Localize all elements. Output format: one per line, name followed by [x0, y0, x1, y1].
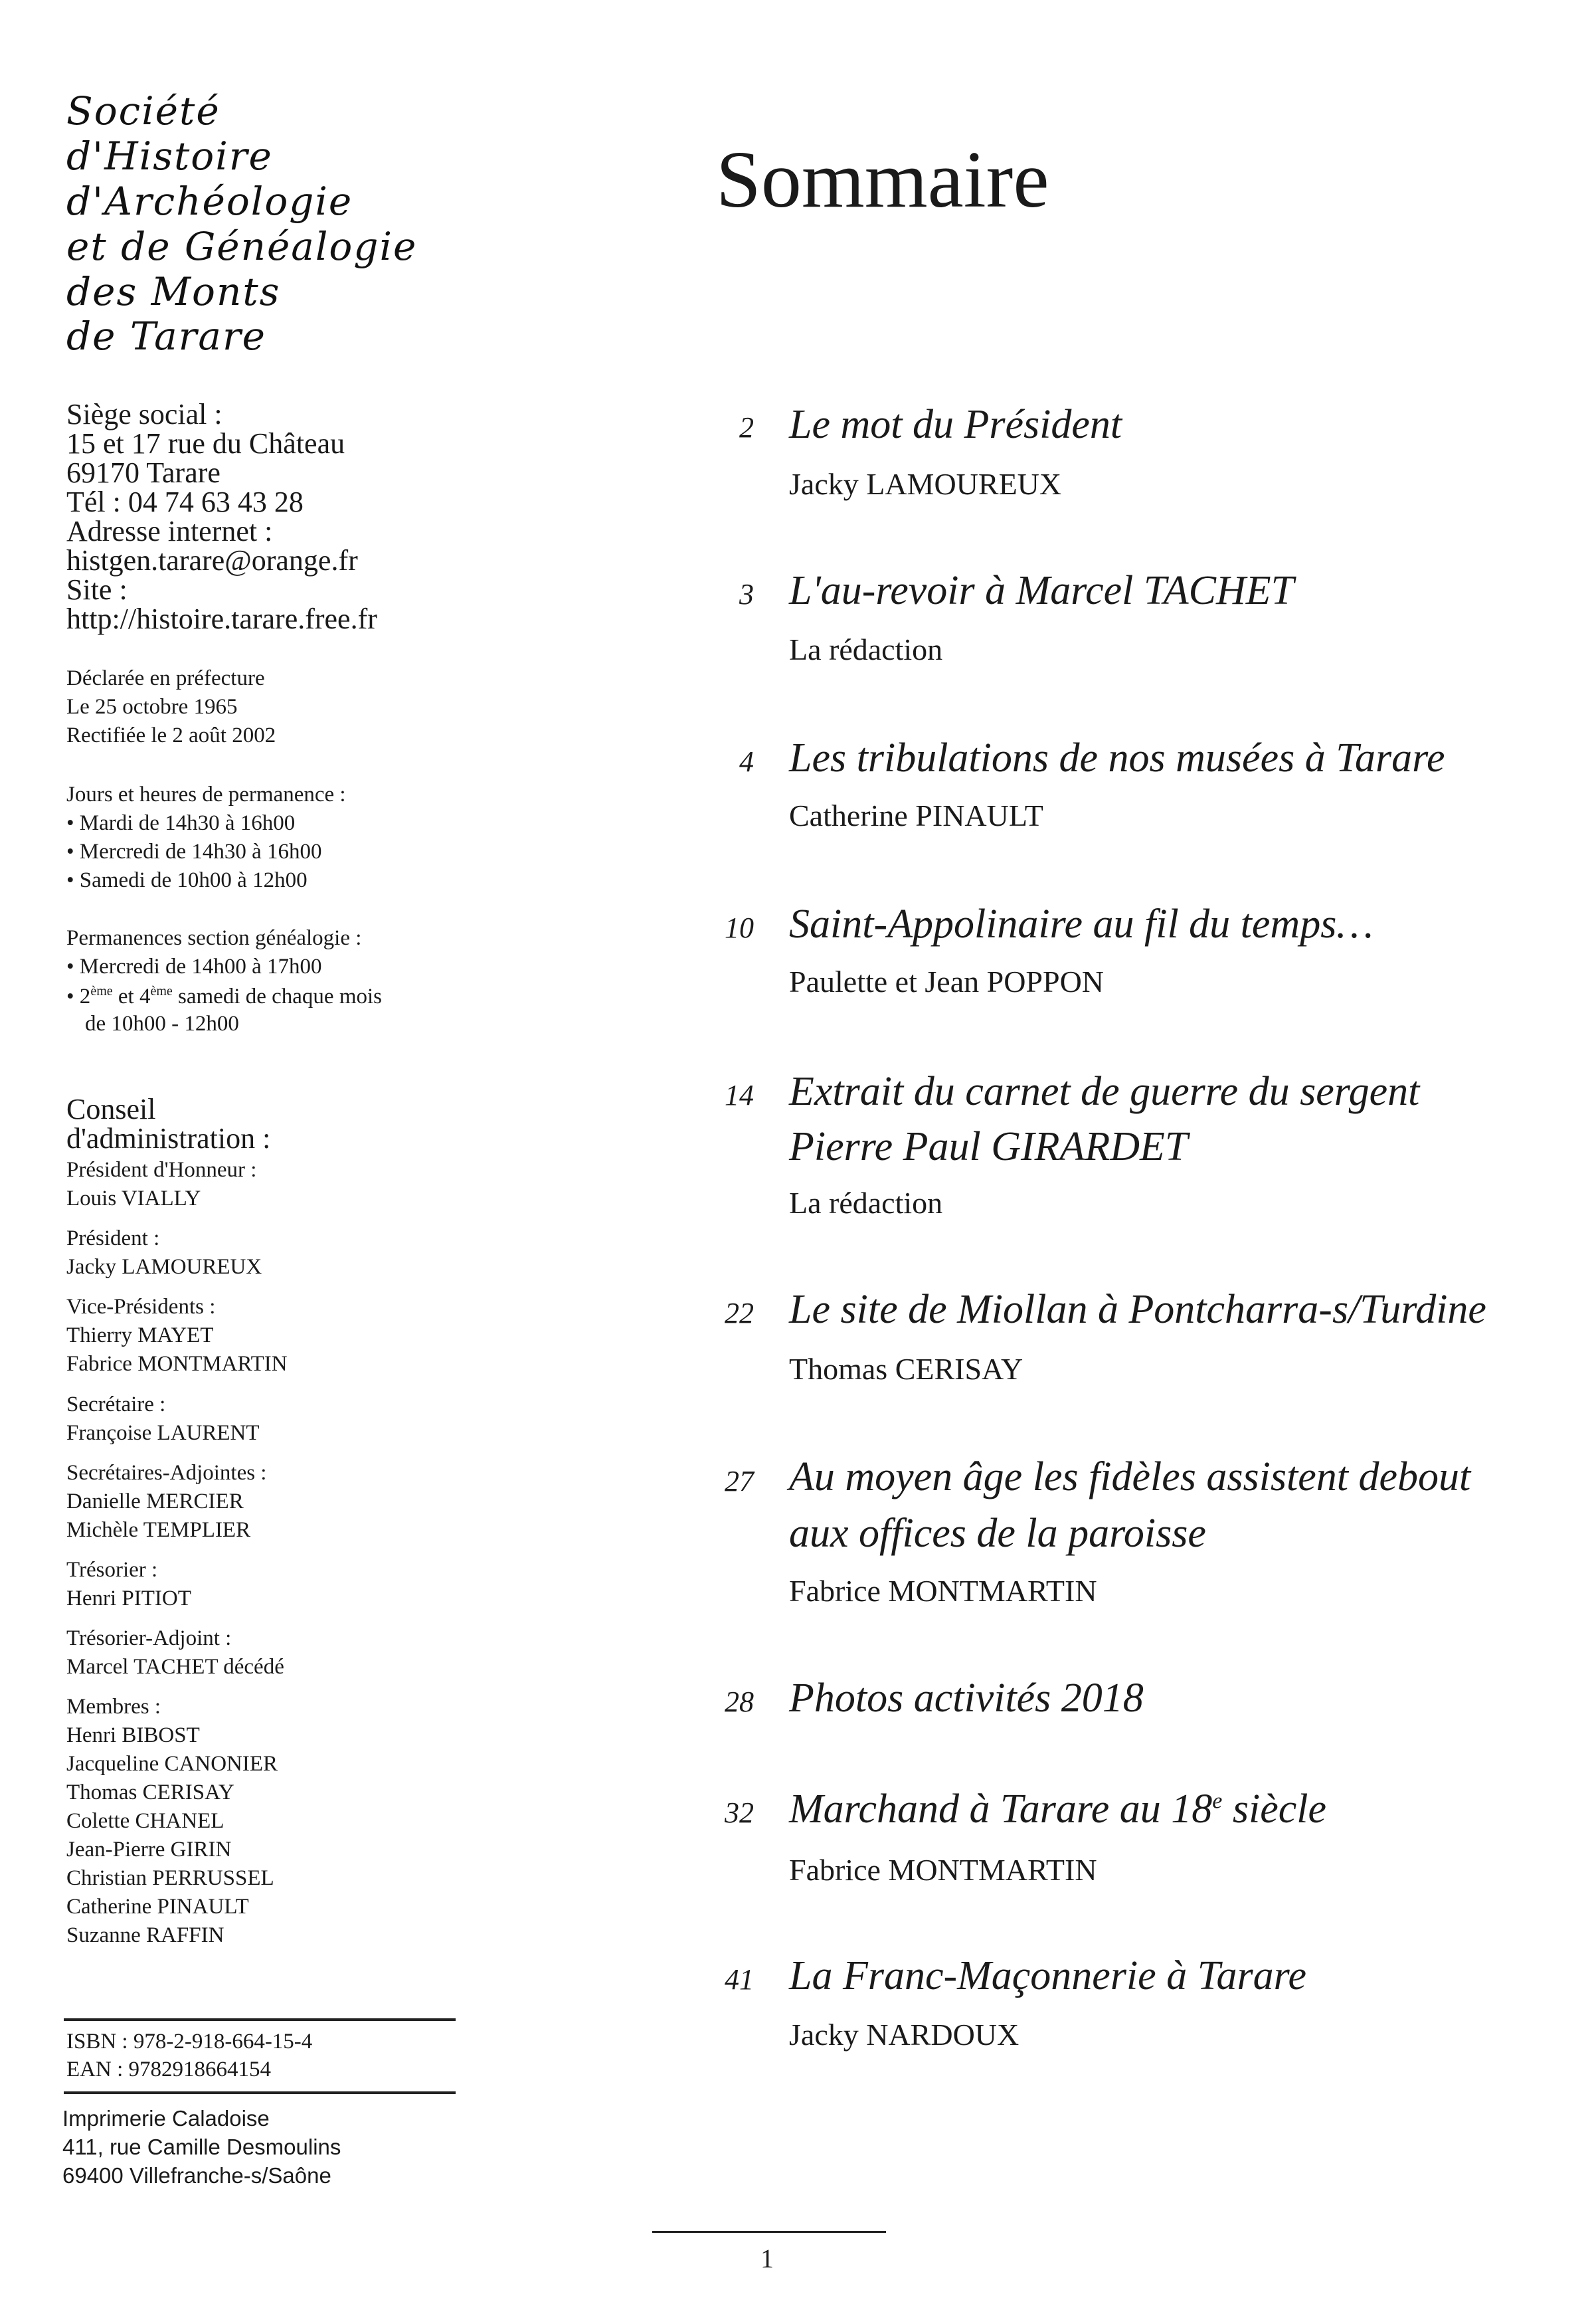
council-line: Colette CHANEL [66, 1809, 224, 1833]
superscript: ème [150, 984, 173, 999]
council-line: Jean-Pierre GIRIN [66, 1838, 232, 1862]
superscript: ème [90, 984, 113, 999]
toc-page-number: 14 [725, 1079, 754, 1111]
council-line: Henri BIBOST [66, 1723, 200, 1747]
hours-item: • Samedi de 10h00 à 12h00 [66, 868, 308, 892]
council-line: Michèle TEMPLIER [66, 1518, 251, 1542]
council-line: Danielle MERCIER [66, 1489, 244, 1513]
genealogy-title: Permanences section généalogie : [66, 926, 362, 950]
printer-line: 411, rue Camille Desmoulins [62, 2135, 341, 2159]
council-line: Jacky LAMOUREUX [66, 1255, 262, 1279]
council-line: Vice-Présidents : [66, 1295, 216, 1319]
toc-author: Fabrice MONTMARTIN [789, 1574, 1097, 1608]
toc-author: Fabrice MONTMARTIN [789, 1853, 1097, 1887]
council-line: Thierry MAYET [66, 1323, 214, 1347]
toc-page-number: 41 [725, 1963, 754, 1996]
logo-line: Société [66, 88, 221, 134]
toc-title-part: siècle [1222, 1786, 1326, 1832]
logo-line: et de Généalogie [66, 224, 418, 269]
toc-page-number: 2 [739, 411, 754, 444]
contact-line: Tél : 04 74 63 43 28 [66, 486, 304, 518]
contact-line: Adresse internet : [66, 515, 273, 547]
council-line: Thomas CERISAY [66, 1780, 234, 1804]
genealogy-item-part: et 4 [112, 985, 151, 1008]
toc-author: La rédaction [789, 632, 943, 666]
toc-page-number: 28 [725, 1685, 754, 1718]
toc-title: Les tribulations de nos musées à Tarare [789, 735, 1445, 781]
contact-line: Site : [66, 573, 128, 606]
council-line: Président : [66, 1226, 160, 1250]
hours-title: Jours et heures de permanence : [66, 783, 346, 807]
toc-title-part: Marchand à Tarare au 18 [789, 1786, 1213, 1832]
genealogy-item: • Mercredi de 14h00 à 17h00 [66, 955, 322, 979]
contact-line: 69170 Tarare [66, 456, 221, 489]
ean: EAN : 9782918664154 [66, 2058, 271, 2081]
toc-author: Jacky NARDOUX [789, 2018, 1020, 2052]
council-line: Secrétaires-Adjointes : [66, 1461, 267, 1485]
council-line: Fabrice MONTMARTIN [66, 1352, 288, 1376]
footer-divider [652, 2231, 886, 2233]
divider [64, 2091, 456, 2094]
toc-author: La rédaction [789, 1186, 943, 1220]
toc-title-line2: Pierre Paul GIRARDET [789, 1124, 1188, 1169]
toc-author: Paulette et Jean POPPON [789, 965, 1105, 999]
toc-page-number: 3 [739, 578, 754, 611]
declaration-line: Le 25 octobre 1965 [66, 695, 238, 719]
logo-line: des Monts [66, 269, 281, 314]
council-line: Président d'Honneur : [66, 1158, 257, 1182]
council-line: Louis VIALLY [66, 1187, 201, 1210]
contact-line: 15 et 17 rue du Château [66, 427, 345, 460]
toc-page-number: 10 [725, 911, 754, 944]
council-title: d'administration : [66, 1122, 271, 1155]
council-line: Trésorier : [66, 1558, 158, 1582]
toc-title [789, 1788, 1326, 1830]
printer-line: Imprimerie Caladoise [62, 2106, 270, 2131]
council-line: Christian PERRUSSEL [66, 1866, 274, 1890]
toc-title: Extrait du carnet de guerre du sergent [789, 1069, 1420, 1114]
printer-line: 69400 Villefranche-s/Saône [62, 2163, 331, 2188]
council-line: Trésorier-Adjoint : [66, 1626, 232, 1650]
toc-page-number: 27 [725, 1465, 754, 1497]
toc-author: Jacky LAMOUREUX [789, 467, 1062, 501]
council-line: Henri PITIOT [66, 1586, 191, 1610]
council-line: Suzanne RAFFIN [66, 1923, 224, 1947]
website-link[interactable]: http://histoire.tarare.free.fr [66, 603, 377, 635]
logo-line: d'Histoire [66, 134, 273, 179]
council-line: Membres : [66, 1695, 161, 1719]
hours-item: • Mardi de 14h30 à 16h00 [66, 811, 296, 835]
logo-line: de Tarare [66, 314, 267, 359]
genealogy-item [66, 985, 382, 1008]
council-line: Catherine PINAULT [66, 1895, 249, 1919]
genealogy-item-part: • 2 [66, 985, 91, 1008]
toc-title-line2: aux offices de la paroisse [789, 1511, 1206, 1556]
council-line: Secrétaire : [66, 1392, 166, 1416]
toc-author: Catherine PINAULT [789, 799, 1043, 832]
toc-title: Au moyen âge les fidèles assistent debout [789, 1454, 1471, 1499]
divider [64, 2018, 456, 2021]
contact-line: Siège social : [66, 398, 222, 431]
toc-title: Le mot du Président [789, 402, 1122, 447]
toc-title: La Franc-Maçonnerie à Tarare [789, 1953, 1306, 1998]
toc-page-number: 32 [725, 1796, 754, 1829]
logo-line: d'Archéologie [66, 179, 353, 224]
hours-item: • Mercredi de 14h30 à 16h00 [66, 840, 322, 864]
toc-page-number: 4 [739, 745, 754, 778]
council-line: Marcel TACHET décédé [66, 1655, 284, 1679]
genealogy-item-cont: de 10h00 - 12h00 [85, 1012, 239, 1036]
council-line: Jacqueline CANONIER [66, 1752, 278, 1776]
genealogy-item-part: samedi de chaque mois [172, 985, 383, 1008]
declaration-line: Rectifiée le 2 août 2002 [66, 723, 276, 747]
declaration-line: Déclarée en préfecture [66, 666, 265, 690]
toc-page-number: 22 [725, 1297, 754, 1329]
isbn: ISBN : 978-2-918-664-15-4 [66, 2030, 313, 2054]
council-title: Conseil [66, 1093, 156, 1125]
superscript: e [1212, 1788, 1223, 1814]
page-title: Sommaire [716, 134, 1049, 225]
toc-title: Le site de Miollan à Pontcharra-s/Turdine [789, 1287, 1486, 1332]
council-line: Françoise LAURENT [66, 1421, 260, 1445]
toc-author: Thomas CERISAY [789, 1352, 1023, 1386]
toc-title: Photos activités 2018 [789, 1676, 1144, 1721]
page-number: 1 [760, 2244, 774, 2273]
toc-title: L'au-revoir à Marcel TACHET [789, 568, 1294, 613]
toc-title: Saint-Appolinaire au fil du temps… [789, 902, 1374, 947]
email-link[interactable]: histgen.tarare@orange.fr [66, 544, 358, 577]
